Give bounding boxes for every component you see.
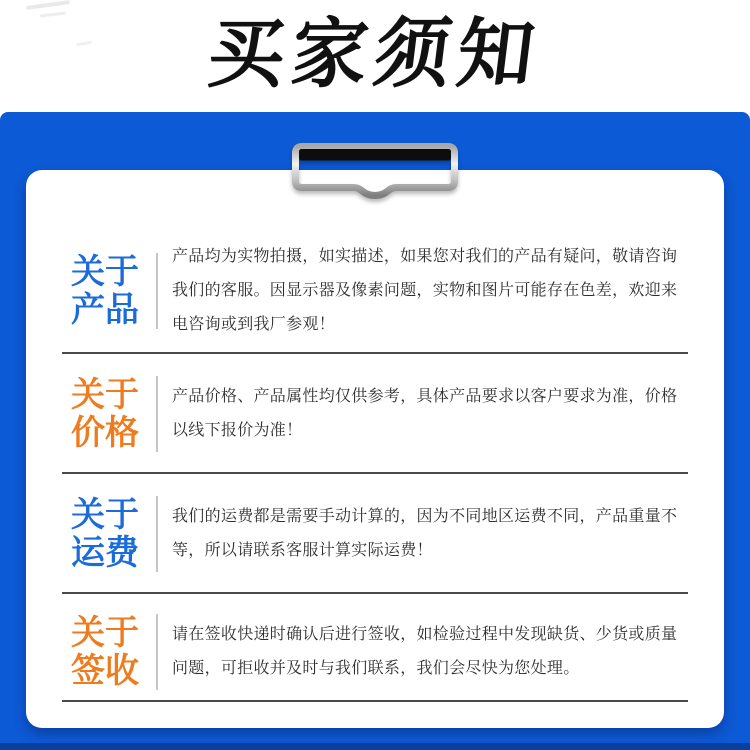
section-label: [70, 253, 140, 329]
vertical-divider: [156, 496, 158, 572]
section-label-line2: 价格: [71, 414, 139, 452]
section-label-line2: 签收: [71, 652, 139, 690]
section-label: [70, 614, 140, 690]
title-area: [0, 0, 750, 112]
page-title: 买家须知: [203, 12, 546, 97]
section-text: 产品价格、产品属性均仅供参考，具体产品要求以客户要求为准，价格以线下报价为准！: [172, 388, 678, 439]
section-about-price: [62, 354, 688, 474]
section-label-line1: 关于: [71, 253, 139, 291]
section-label: [70, 496, 140, 572]
section-text: 产品均为实物拍摄，如实描述，如果您对我们的产品有疑问，敬请咨询我们的客服。因显示器及像素问题，实物和图片可能存在色差，欢迎来电咨询或到我厂参观！: [172, 248, 678, 333]
section-label-line1: 关于: [71, 376, 139, 414]
section-about-receipt: [62, 594, 688, 702]
section-label: [70, 376, 140, 452]
section-label-line1: 关于: [71, 614, 139, 652]
vertical-divider: [156, 253, 158, 329]
section-label-line2: 产品: [71, 291, 139, 329]
blue-panel: [0, 112, 750, 750]
notice-card: [26, 170, 724, 728]
section-text: 请在签收快递时确认后进行签收，如检验过程中发现缺货、少货或质量问题，可拒收并及时与我们联系，我们会尽快为您处理。: [172, 626, 678, 677]
section-label-line1: 关于: [71, 496, 139, 534]
vertical-divider: [156, 614, 158, 690]
section-text: 我们的运费都是需要手动计算的，因为不同地区运费不同，产品重量不等，所以请联系客服计算实际运费！: [172, 508, 678, 559]
clipboard-clip-icon: [291, 142, 459, 200]
panel-bottom-strip: [0, 743, 750, 750]
vertical-divider: [156, 376, 158, 452]
section-label-line2: 运费: [71, 534, 139, 572]
section-about-shipping: [62, 474, 688, 594]
